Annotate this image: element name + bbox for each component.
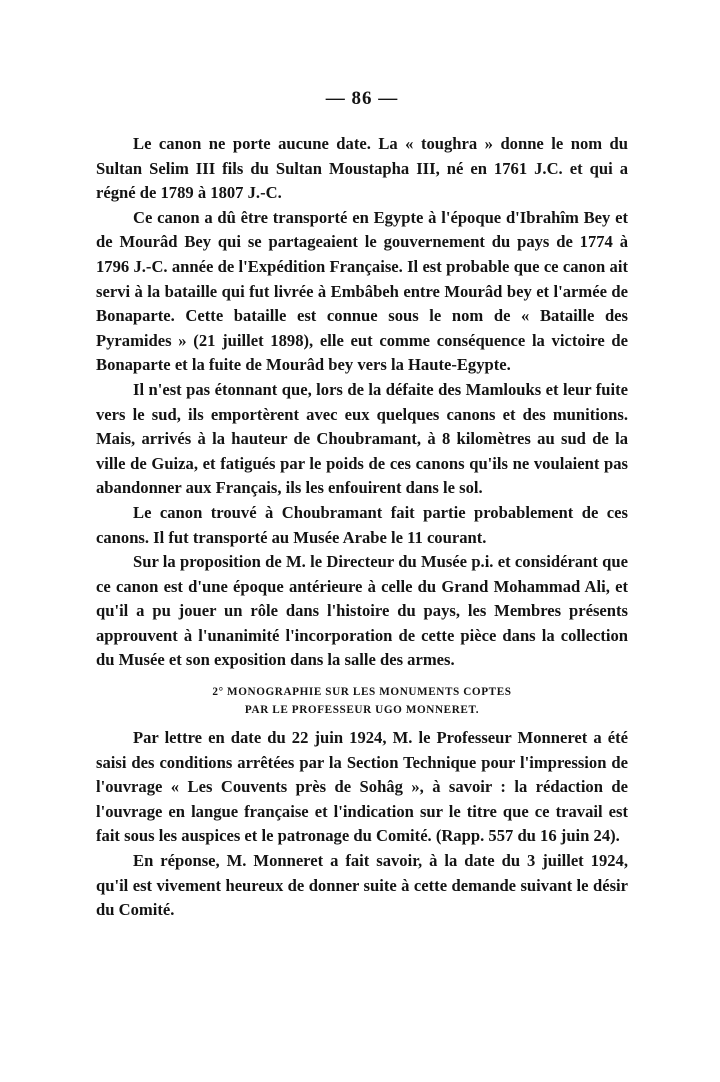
paragraph-transport-egypt: Ce canon a dû être transporté en Egypte à l'époque d'Ibrahîm Bey et de Mourâd Bey qui se partageaient le gouvernement du pays de 1774 à 1796 J.-C. année de l'Expédition Française. Il est probable que ce canon ait servi à la bataille qui fut livrée à Embâbeh entre Mourâd bey et l'armée de Bonaparte. Cette bataille est connue sous le nom de « Bataille des Pyramides » (21 juillet 1898), elle eut comme conséquence la victoire de Bonaparte et la fuite de Mourâd bey vers la Haute-Egypte. [96, 207, 628, 375]
section-heading-line1: 2° MONOGRAPHIE SUR LES MONUMENTS COPTES [212, 686, 512, 699]
paragraph-choubramant-canon: Le canon trouvé à Choubramant fait partie probablement de ces canons. Il fut transporté au Musée Arabe le 11 courant. [96, 502, 628, 547]
paragraph-toughra: Le canon ne porte aucune date. La « toughra » donne le nom du Sultan Selim III fils du Sultan Moustapha III, né en 1761 J.C. et qui a régné de 1789 à 1807 J.-C. [96, 134, 628, 203]
paragraph-committee-approval: Sur la proposition de M. le Directeur du Musée p.i. et considérant que ce canon est d'une époque antérieure à celle du Grand Mohammad Ali, et qu'il a pu jouer un rôle dans l'histoire du pays, les Membres présents approuvent à l'unanimité l'incorporation de cette pièce dans la collection du Musée et son exposition dans la salle des armes. [96, 552, 628, 670]
paragraph-mamlouks-retreat: Il n'est pas étonnant que, lors de la défaite des Mamlouks et leur fuite vers le sud, ils emportèrent avec eux quelques canons et des munitions. Mais, arrivés à la hauteur de Choubramant, à 8 kilomètres au sud de la ville de Guiza, et fatigués par le poids de ces canons qu'ils ne voulaient pas abandonner aux Français, ils les enfouirent dans le sol. [96, 379, 628, 498]
paragraph-monneret-reply: En réponse, M. Monneret a fait savoir, à la date du 3 juillet 1924, qu'il est vivement heureux de donner suite à cette demande suivant le désir du Comité. [96, 851, 628, 920]
document-page [96, 88, 628, 923]
paragraph-monneret-letter: Par lettre en date du 22 juin 1924, M. le Professeur Monneret a été saisi des conditions arrêtées par la Section Technique pour l'impression de l'ouvrage « Les Couvents près de Sohâg », à savoir : la rédaction de l'ouvrage en langue française et l'indication sur le titre que ce travail est fait sous les auspices et le patronage du Comité. (Rapp. 557 du 16 juin 24). [96, 728, 628, 846]
section-heading [96, 683, 628, 719]
section-heading-line2: PAR LE PROFESSEUR UGO MONNERET. [244, 704, 480, 717]
page-number: — 86 — [325, 88, 399, 109]
